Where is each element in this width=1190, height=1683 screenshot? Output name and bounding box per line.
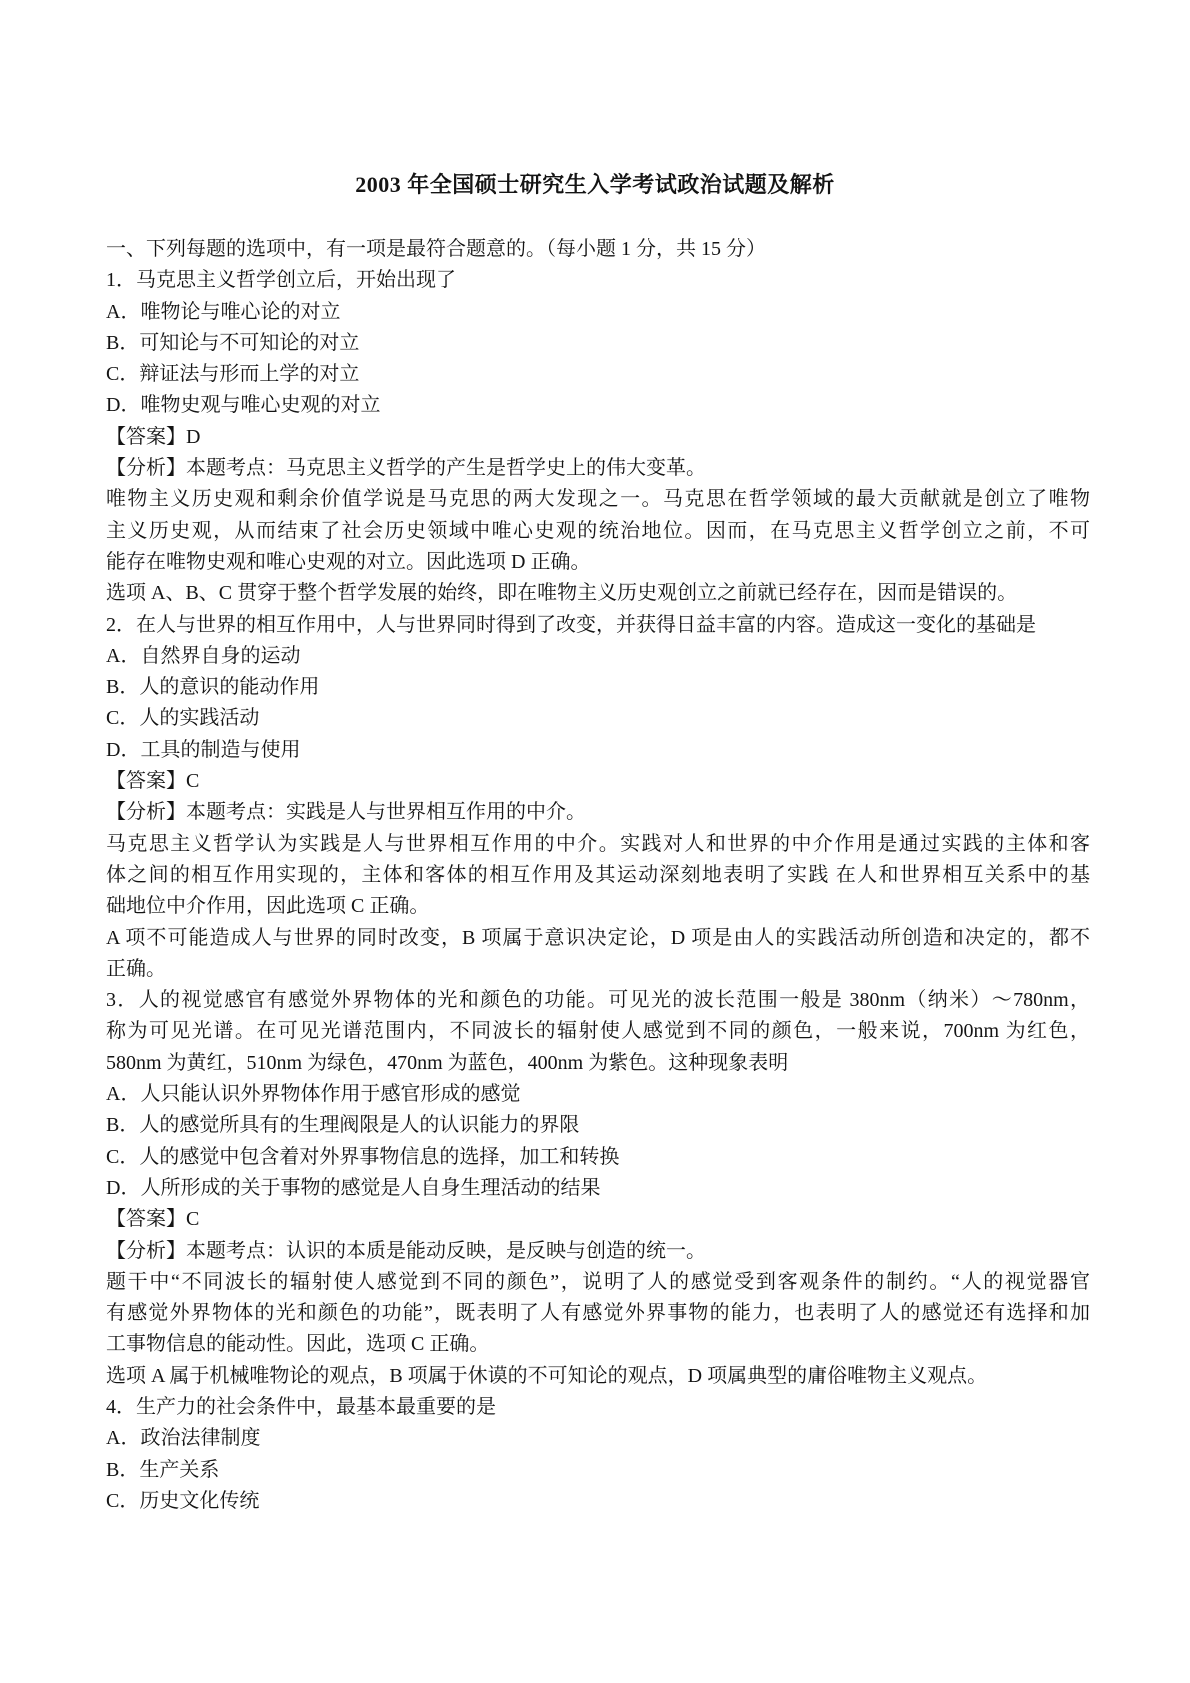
text-line: C．人的实践活动 — [106, 707, 260, 730]
text-line: B．生产关系 — [106, 1458, 220, 1481]
text-line: 4．生产力的社会条件中，最基本最重要的是 — [106, 1395, 496, 1418]
text-line: 唯物主义历史观和剩余价值学说是马克思的两大发现之一。马克思在哲学领域的最大贡献就是创立了唯物 — [106, 488, 1090, 511]
text-line: 1．马克思主义哲学创立后，开始出现了 — [106, 269, 456, 292]
text-line: D．人所形成的关于事物的感觉是人自身生理活动的结果 — [106, 1176, 601, 1199]
text-line: A．自然界自身的运动 — [106, 644, 301, 667]
text-line: 3．人的视觉感官有感觉外界物体的光和颜色的功能。可见光的波长范围一般是 380nm（纳米）～780nm， — [106, 989, 1090, 1012]
text-line: D．工具的制造与使用 — [106, 738, 301, 761]
text-line: 工事物信息的能动性。因此，选项 C 正确。 — [106, 1333, 490, 1356]
text-line: 选项 A 属于机械唯物论的观点，B 项属于休谟的不可知论的观点，D 项属典型的庸俗唯物主义观点。 — [106, 1364, 988, 1387]
text-line: 选项 A、B、C 贯穿于整个哲学发展的始终，即在唯物主义历史观创立之前就已经存在，因而是错误的。 — [106, 582, 1018, 605]
text-line: 【分析】本题考点：实践是人与世界相互作用的中介。 — [106, 801, 586, 824]
text-line: A．人只能认识外界物体作用于感官形成的感觉 — [106, 1083, 521, 1106]
text-line: C．辩证法与形而上学的对立 — [106, 363, 360, 386]
document-title: 2003 年全国硕士研究生入学考试政治试题及解析 — [355, 172, 835, 197]
text-line: A．政治法律制度 — [106, 1427, 261, 1450]
text-line: 体之间的相互作用实现的，主体和客体的相互作用及其运动深刻地表明了实践 在人和世界相互关系中的基 — [106, 863, 1090, 886]
text-line: A 项不可能造成人与世界的同时改变，B 项属于意识决定论，D 项是由人的实践活动所创造和决定的，都不 — [106, 926, 1090, 949]
text-line: 【分析】本题考点：马克思主义哲学的产生是哲学史上的伟大变革。 — [106, 457, 706, 480]
text-line: 马克思主义哲学认为实践是人与世界相互作用的中介。实践对人和世界的中介作用是通过实践的主体和客 — [106, 832, 1090, 855]
text-line: 题干中“不同波长的辐射使人感觉到不同的颜色”，说明了人的感觉受到客观条件的制约。“人的视觉器官 — [106, 1270, 1090, 1293]
text-line: 【答案】C — [106, 770, 200, 793]
text-line: C．历史文化传统 — [106, 1489, 260, 1512]
text-line: 2．在人与世界的相互作用中，人与世界同时得到了改变，并获得日益丰富的内容。造成这一变化的基础是 — [106, 613, 1036, 636]
text-line: 能存在唯物史观和唯心史观的对立。因此选项 D 正确。 — [106, 550, 591, 573]
text-line: 580nm 为黄红，510nm 为绿色，470nm 为蓝色，400nm 为紫色。这种现象表明 — [106, 1051, 789, 1074]
text-line: B．可知论与不可知论的对立 — [106, 331, 360, 354]
text-line: 有感觉外界物体的光和颜色的功能”，既表明了人有感觉外界事物的能力，也表明了人的感觉还有选择和加 — [106, 1302, 1090, 1325]
text-line: B．人的感觉所具有的生理阀限是人的认识能力的界限 — [106, 1114, 580, 1137]
text-line: 【答案】D — [106, 425, 201, 448]
text-line: 正确。 — [106, 957, 166, 980]
text-line: 【分析】本题考点：认识的本质是能动反映，是反映与创造的统一。 — [106, 1239, 706, 1262]
text-line: A．唯物论与唯心论的对立 — [106, 300, 341, 323]
text-line: B．人的意识的能动作用 — [106, 676, 320, 699]
document-body — [106, 234, 1090, 1517]
text-line: 主义历史观，从而结束了社会历史领域中唯心史观的统治地位。因而，在马克思主义哲学创立之前，不可 — [106, 519, 1090, 542]
text-line: 称为可见光谱。在可见光谱范围内，不同波长的辐射使人感觉到不同的颜色，一般来说，700nm 为红色， — [106, 1020, 1090, 1043]
text-line: 础地位中介作用，因此选项 C 正确。 — [106, 895, 430, 918]
text-line: C．人的感觉中包含着对外界事物信息的选择，加工和转换 — [106, 1145, 620, 1168]
text-line: 一、下列每题的选项中，有一项是最符合题意的。（每小题 1 分，共 15 分） — [106, 238, 766, 260]
text-line: 【答案】C — [106, 1208, 200, 1231]
text-line: D．唯物史观与唯心史观的对立 — [106, 394, 381, 417]
